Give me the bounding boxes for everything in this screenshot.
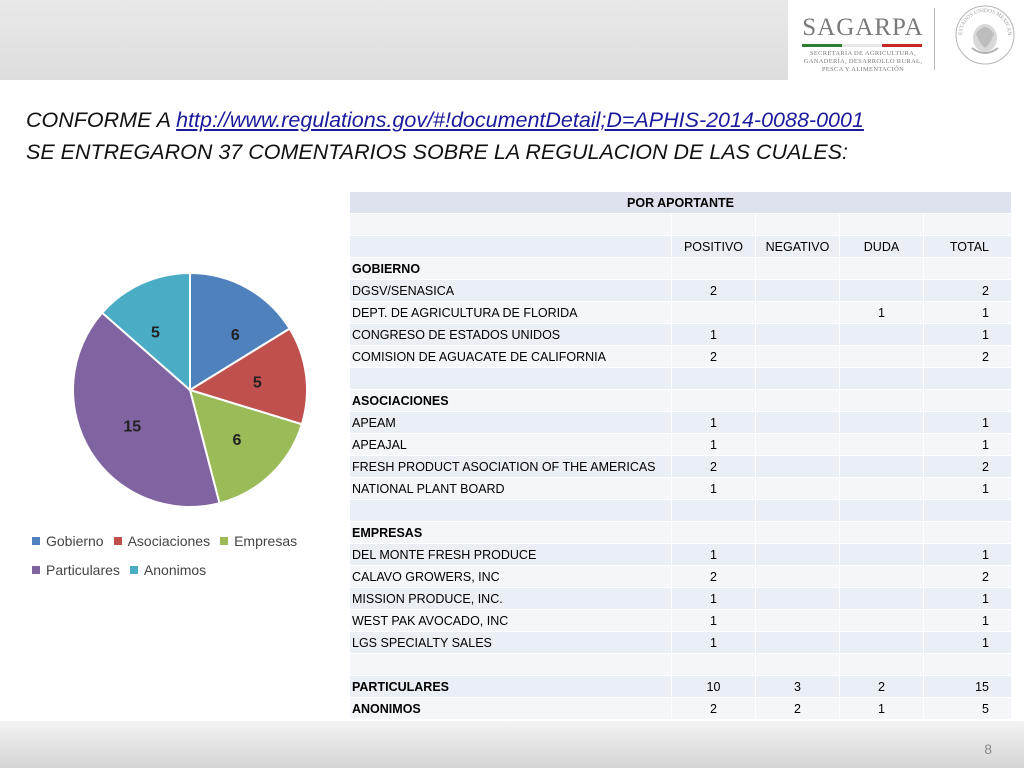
table-row [350, 610, 1012, 632]
legend-swatch [130, 566, 138, 574]
legend-label: Gobierno [46, 532, 104, 549]
cell-duda [840, 324, 924, 346]
cell-duda [840, 544, 924, 566]
cell-duda [840, 566, 924, 588]
table-spacer-row [350, 214, 1012, 236]
row-label: GOBIERNO [350, 258, 672, 280]
pie-data-label: 6 [232, 431, 242, 449]
cell-total [924, 258, 1012, 280]
table-section-row [350, 698, 1012, 720]
cell-duda [840, 346, 924, 368]
cell-total: 1 [924, 632, 1012, 654]
legend-row [32, 555, 342, 584]
table-row [350, 478, 1012, 500]
cell-positivo: 1 [672, 478, 756, 500]
row-label [350, 654, 672, 676]
logo-name: SAGARPA [802, 14, 924, 41]
cell-positivo: 2 [672, 346, 756, 368]
column-header: TOTAL [924, 236, 1012, 258]
sagarpa-logo [788, 0, 1024, 80]
cell-total: 15 [924, 676, 1012, 698]
legend-swatch [114, 537, 122, 545]
cell-negativo [756, 456, 840, 478]
cell-positivo: 1 [672, 544, 756, 566]
cell-total: 1 [924, 588, 1012, 610]
mexico-seal-icon [954, 4, 1016, 66]
legend-label: Asociaciones [127, 532, 211, 549]
cell-duda: 2 [840, 676, 924, 698]
cell-positivo: 1 [672, 324, 756, 346]
table-row [350, 346, 1012, 368]
cell-negativo [756, 280, 840, 302]
cell-negativo [756, 566, 840, 588]
pie-data-label: 15 [123, 418, 142, 436]
logo-bar-red [882, 44, 922, 47]
cell-duda [840, 500, 924, 522]
cell-negativo [756, 346, 840, 368]
cell-negativo [756, 522, 840, 544]
footer-band [0, 721, 1024, 768]
table-spacer-row [350, 654, 1012, 676]
cell-duda [840, 588, 924, 610]
table-title: POR APORTANTE [350, 192, 1012, 214]
cell-negativo [756, 324, 840, 346]
contributors-table [349, 191, 1012, 720]
cell-total: 1 [924, 434, 1012, 456]
table-row [350, 632, 1012, 654]
legend-label: Anonimos [143, 561, 207, 578]
legend-item-asociaciones [114, 533, 211, 549]
legend-item-empresas [220, 533, 297, 549]
column-header: POSITIVO [672, 236, 756, 258]
table-spacer-row [350, 500, 1012, 522]
cell-positivo: 1 [672, 588, 756, 610]
cell-positivo: 1 [672, 632, 756, 654]
seal-text: ESTADOS UNIDOS MEXICAN [957, 7, 1013, 36]
cell-duda: 1 [840, 302, 924, 324]
cell-positivo [672, 500, 756, 522]
table-row [350, 302, 1012, 324]
legend-row [32, 526, 342, 555]
cell-positivo: 1 [672, 412, 756, 434]
legend-swatch [220, 537, 228, 545]
cell-total [924, 368, 1012, 390]
cell-positivo [672, 654, 756, 676]
cell-total [924, 654, 1012, 676]
column-header: DUDA [840, 236, 924, 258]
cell-negativo [756, 368, 840, 390]
logo-subtitle-line: GANADERÍA, DESARROLLO RURAL, [803, 58, 923, 65]
cell-negativo [756, 500, 840, 522]
table-section-row [350, 522, 1012, 544]
table-row [350, 412, 1012, 434]
table-spacer-row [350, 368, 1012, 390]
cell-positivo: 2 [672, 566, 756, 588]
row-label: NATIONAL PLANT BOARD [350, 478, 672, 500]
legend-item-particulares [32, 562, 120, 578]
cell-duda [840, 368, 924, 390]
legend-swatch [32, 566, 40, 574]
cell-total [924, 522, 1012, 544]
row-label: ASOCIACIONES [350, 390, 672, 412]
cell-duda [840, 280, 924, 302]
row-label: LGS SPECIALTY SALES [350, 632, 672, 654]
row-label: EMPRESAS [350, 522, 672, 544]
row-label [350, 368, 672, 390]
cell-negativo: 3 [756, 676, 840, 698]
row-label: WEST PAK AVOCADO, INC [350, 610, 672, 632]
row-label [350, 500, 672, 522]
row-label: PARTICULARES [350, 676, 672, 698]
pie-chart [40, 252, 340, 522]
cell-duda [840, 478, 924, 500]
row-label: CONGRESO DE ESTADOS UNIDOS [350, 324, 672, 346]
row-label: ANONIMOS [350, 698, 672, 720]
row-label: CALAVO GROWERS, INC [350, 566, 672, 588]
column-header: NEGATIVO [756, 236, 840, 258]
cell-duda [840, 632, 924, 654]
logo-bar-green [802, 44, 842, 47]
cell-total: 1 [924, 324, 1012, 346]
logo-subtitle-line: PESCA Y ALIMENTACIÓN [821, 66, 905, 73]
cell-negativo [756, 302, 840, 324]
row-label: DEL MONTE FRESH PRODUCE [350, 544, 672, 566]
table-section-row [350, 258, 1012, 280]
table-section-row [350, 390, 1012, 412]
heading-prefix: CONFORME A [26, 108, 177, 132]
cell-total: 1 [924, 412, 1012, 434]
cell-positivo [672, 258, 756, 280]
cell-negativo [756, 654, 840, 676]
header-empty-cell [350, 236, 672, 258]
legend-label: Particulares [46, 561, 120, 578]
cell-duda [840, 390, 924, 412]
cell-positivo: 2 [672, 456, 756, 478]
row-label: COMISION DE AGUACATE DE CALIFORNIA [350, 346, 672, 368]
cell-total: 2 [924, 566, 1012, 588]
cell-negativo [756, 390, 840, 412]
row-label: MISSION PRODUCE, INC. [350, 588, 672, 610]
cell-duda: 1 [840, 698, 924, 720]
cell-positivo [672, 522, 756, 544]
row-label: APEAM [350, 412, 672, 434]
cell-negativo [756, 412, 840, 434]
cell-total: 1 [924, 544, 1012, 566]
logo-divider [934, 8, 935, 70]
logo-color-bar [802, 44, 922, 47]
cell-duda [840, 456, 924, 478]
cell-total: 1 [924, 302, 1012, 324]
page-heading [26, 104, 1006, 168]
legend-item-gobierno [32, 533, 104, 549]
cell-total: 2 [924, 456, 1012, 478]
pie-data-label: 5 [252, 374, 262, 392]
cell-negativo [756, 610, 840, 632]
cell-total: 1 [924, 610, 1012, 632]
cell-negativo: 2 [756, 698, 840, 720]
row-label: DEPT. DE AGRICULTURA DE FLORIDA [350, 302, 672, 324]
table-row [350, 280, 1012, 302]
cell-positivo: 1 [672, 610, 756, 632]
cell-duda [840, 412, 924, 434]
legend-swatch [32, 537, 40, 545]
pie-data-label: 5 [151, 324, 160, 342]
pie-data-label: 6 [230, 326, 240, 344]
cell-total [924, 390, 1012, 412]
cell-positivo: 10 [672, 676, 756, 698]
cell-negativo [756, 632, 840, 654]
cell-positivo [672, 368, 756, 390]
cell-total [924, 500, 1012, 522]
cell-positivo [672, 302, 756, 324]
cell-negativo [756, 588, 840, 610]
regulations-link[interactable]: http://www.regulations.gov/#!documentDetail;D=APHIS-2014-0088-0001 [176, 108, 864, 132]
cell-duda [840, 610, 924, 632]
legend-item-anonimos [130, 562, 206, 578]
cell-total: 1 [924, 478, 1012, 500]
table-row [350, 324, 1012, 346]
cell-total: 2 [924, 346, 1012, 368]
table-row [350, 588, 1012, 610]
cell-duda [840, 258, 924, 280]
table-title-row [350, 192, 1012, 214]
table-section-row [350, 676, 1012, 698]
page-number: 8 [984, 741, 992, 757]
row-label: APEAJAL [350, 434, 672, 456]
cell-positivo: 2 [672, 698, 756, 720]
cell-duda [840, 654, 924, 676]
logo-bar-white [842, 44, 882, 47]
table-row [350, 456, 1012, 478]
cell-positivo: 1 [672, 434, 756, 456]
heading-line-1 [26, 104, 1006, 136]
cell-negativo [756, 434, 840, 456]
cell-negativo [756, 478, 840, 500]
table-header-row [350, 236, 1012, 258]
row-label: FRESH PRODUCT ASOCIATION OF THE AMERICAS [350, 456, 672, 478]
logo-subtitle-line: SECRETARÍA DE AGRICULTURA, [809, 50, 917, 57]
table-row [350, 544, 1012, 566]
logo-subtitle [796, 50, 930, 74]
legend-label: Empresas [234, 532, 298, 549]
cell-positivo [672, 390, 756, 412]
table-row [350, 566, 1012, 588]
cell-positivo: 2 [672, 280, 756, 302]
row-label: DGSV/SENASICA [350, 280, 672, 302]
cell-duda [840, 522, 924, 544]
cell-total: 2 [924, 280, 1012, 302]
heading-line-2: SE ENTREGARON 37 COMENTARIOS SOBRE LA REGULACION DE LAS CUALES: [26, 140, 848, 164]
table-row [350, 434, 1012, 456]
cell-negativo [756, 544, 840, 566]
chart-legend [32, 526, 342, 584]
cell-duda [840, 434, 924, 456]
cell-total: 5 [924, 698, 1012, 720]
cell-negativo [756, 258, 840, 280]
